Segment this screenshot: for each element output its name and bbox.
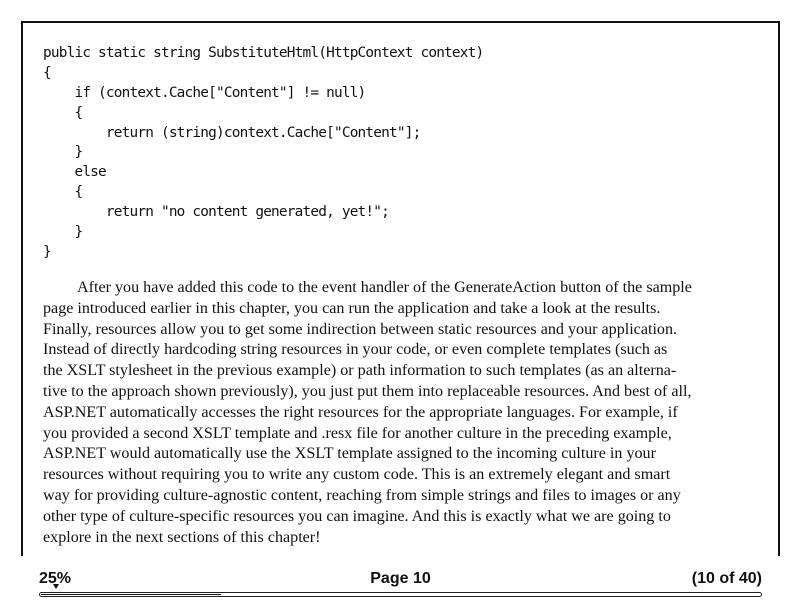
- code-line: }: [43, 243, 51, 260]
- code-line: {: [43, 104, 83, 121]
- paragraph-line: page introduced earlier in this chapter, you can run the application and take a look at the results.: [43, 299, 661, 317]
- paragraph-line: After you have added this code to the event handler of the GenerateAction button of the sample: [77, 279, 692, 296]
- paragraph-line: way for providing culture-agnostic content, reaching from simple strings and files to images or any: [43, 486, 681, 504]
- code-line: }: [43, 144, 83, 161]
- paragraph-line: resources without requiring you to write any custom code. This is an extremely elegant and smart: [43, 466, 671, 484]
- paragraph-line: ASP.NET would automatically use the XSLT template assigned to the incoming culture in your: [43, 445, 656, 463]
- code-line: public static string SubstituteHtml(HttpContext context): [43, 45, 484, 61]
- body-paragraph: [43, 278, 759, 548]
- paragraph-line: the XSLT stylesheet in the previous example) or path information to such templates (as an alterna-: [43, 362, 677, 380]
- reading-progress-fill: [41, 594, 221, 595]
- paragraph-line: you provided a second XSLT template and .resx file for another culture in the preceding example,: [43, 424, 672, 442]
- code-line: return (string)context.Cache["Content"];: [43, 124, 421, 141]
- page-count: (10 of 40): [691, 570, 762, 587]
- reader-status-bar: [39, 570, 762, 592]
- progress-percent: 25%: [39, 570, 72, 587]
- paragraph-line: Finally, resources allow you to get some indirection between static resources and your application.: [43, 320, 678, 338]
- paragraph-line: ASP.NET automatically accesses the right resources for the appropriate languages. For example, if: [43, 403, 678, 421]
- reading-progress-bar[interactable]: [39, 592, 762, 597]
- code-line: }: [43, 224, 83, 241]
- code-line: if (context.Cache["Content"] != null): [43, 84, 366, 101]
- code-line: {: [43, 184, 83, 201]
- code-line: {: [43, 64, 51, 81]
- paragraph-line: explore in the next sections of this chapter!: [43, 528, 321, 546]
- code-line: return "no content generated, yet!";: [43, 204, 390, 221]
- paragraph-line: tive to the approach shown previously), you just put them into replaceable resources. And best of all,: [43, 382, 692, 400]
- progress-marker-icon: [53, 584, 59, 589]
- paragraph-line: other type of culture-specific resources you can imagine. And this is exactly what we are going to: [43, 507, 671, 525]
- code-line: else: [43, 164, 106, 181]
- page-number: Page 10: [370, 570, 431, 587]
- paragraph-line: Instead of directly hardcoding string resources in your code, or even complete templates (such as: [43, 341, 668, 359]
- code-listing: [43, 44, 483, 263]
